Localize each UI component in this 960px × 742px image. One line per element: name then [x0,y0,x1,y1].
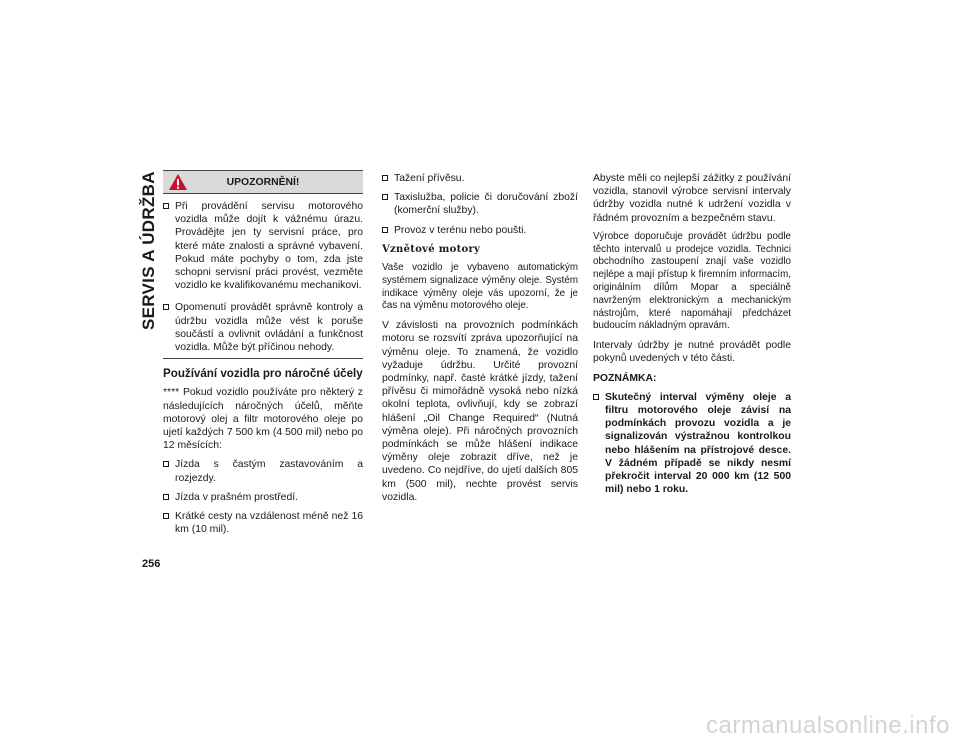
watermark: carmanualsonline.info [706,712,950,739]
page-number: 256 [142,558,161,570]
list-item: Tažení přívěsu. [382,172,578,185]
list-item: Skutečný interval výměny oleje a filtru motorového oleje závisí na podmínkách provozu vozidla a je signalizován výstražnou kontrolkou nebo hlášením na přístrojové desce. V žádném případě se nikdy nesmí překročit interval 20 000 km (12 500 mil) nebo 1 roku. [593,391,791,497]
checkbox-bullet-icon [163,494,169,500]
list-item: Taxislužba, policie či doručování zboží (komerční služby). [382,191,578,217]
warning-title: UPOZORNĚNÍ! [226,177,300,188]
service-paragraph-3: Intervaly údržby je nutné provádět podle pokynů uvedených v této části. [593,340,791,365]
list-item: Opomenutí provádět správně kontroly a údržbu vozidla může vést k poruše součástí a ovlivnit ovládání a funkčnost vozidla. Může být příčinou nehody. [163,301,363,354]
service-paragraph-2: Výrobce doporučuje provádět údržbu podle těchto intervalů u prodejce vozidla. Technici obchodního zastoupení znají vaše vozidlo nejlépe a mají přístup k firemním informacím, originálním dílům Mopar a speciálně navrženým elektronickým a mechanickým nástrojům, které napomáhají předcházet budoucím nákladným opravám. [593,230,791,332]
list-item: Jízda v prašném prostředí. [163,491,363,504]
checkbox-bullet-icon [163,513,169,519]
heavy-use-list-continued [382,172,578,237]
note-heading: POZNÁMKA: [593,372,657,384]
checkbox-bullet-icon [593,394,599,400]
warning-header [163,171,363,194]
list-item: Při provádění servisu motorového vozidla může dojít k vážnému úrazu. Provádějte jen ty servisní práce, pro které máte znalosti a správné vybavení. Pokud máte pochyby o tom, zda jste schopni servisní práci provést, vezměte vozidlo ke kvalifikovanému mechanikovi. [163,200,363,292]
list-item: Krátké cesty na vzdálenost méně než 16 km (10 mil). [163,510,363,536]
section-heading-diesel: Vznětové motory [382,243,481,255]
checkbox-bullet-icon [382,194,388,200]
diesel-paragraph-1: Vaše vozidlo je vybaveno automatickým systémem signalizace výměny oleje. Systém indikace výměny oleje vás upozorní, že je čas na výměnu motorového oleje. [382,262,578,312]
checkbox-bullet-icon [163,461,169,467]
column-middle [382,172,578,510]
checkbox-bullet-icon [382,227,388,233]
warning-box [163,170,363,359]
column-left [163,170,363,542]
chapter-side-title-text: SERVIS A ÚDRŽBA [139,171,158,330]
heavy-use-list [163,458,363,536]
heavy-use-intro: **** Pokud vozidlo používáte pro některý z následujících náročných účelů, měňte motorový olej a filtr motorového oleje po ujetí každých 7 500 km (4 500 mil) nebo po 12 měsících: [163,387,363,452]
service-paragraph-1: Abyste měli co nejlepší zážitky z používání vozidla, stanovil výrobce servisní intervaly údržby vozidla nutné k udržení vozidla v řádném provozním a bezpečném stavu. [593,173,791,224]
column-right [593,172,791,502]
note-list [593,391,791,497]
warning-list [163,200,363,354]
list-item: Provoz v terénu nebo poušti. [382,224,578,237]
diesel-paragraph-2: V závislosti na provozních podmínkách motoru se rozsvítí zpráva upozorňující na výměnu oleje. To znamená, že vozidlo vyžaduje údržbu. Určité provozní podmínky, např. časté krátké jízdy, tažení přívěsu či mimořádně vysoká nebo nízká okolní teplota, ovlivňují, kdy se zobrazí hlášení „Oil Change Required“ (Nutná výměna oleje). Při náročných provozních podmínkách se může hlášení indikace výměny oleje zobrazit dříve, než je uvedeno. Co nejdříve, do ujetí dalších 805 km (500 mil), nechte provést servis vozidla. [382,320,578,503]
chapter-side-title [137,160,161,330]
checkbox-bullet-icon [382,175,388,181]
checkbox-bullet-icon [163,203,169,209]
section-heading-heavy-use: Používání vozidla pro náročné účely [163,367,363,381]
checkbox-bullet-icon [163,304,169,310]
list-item: Jízda s častým zastavováním a rozjezdy. [163,458,363,484]
